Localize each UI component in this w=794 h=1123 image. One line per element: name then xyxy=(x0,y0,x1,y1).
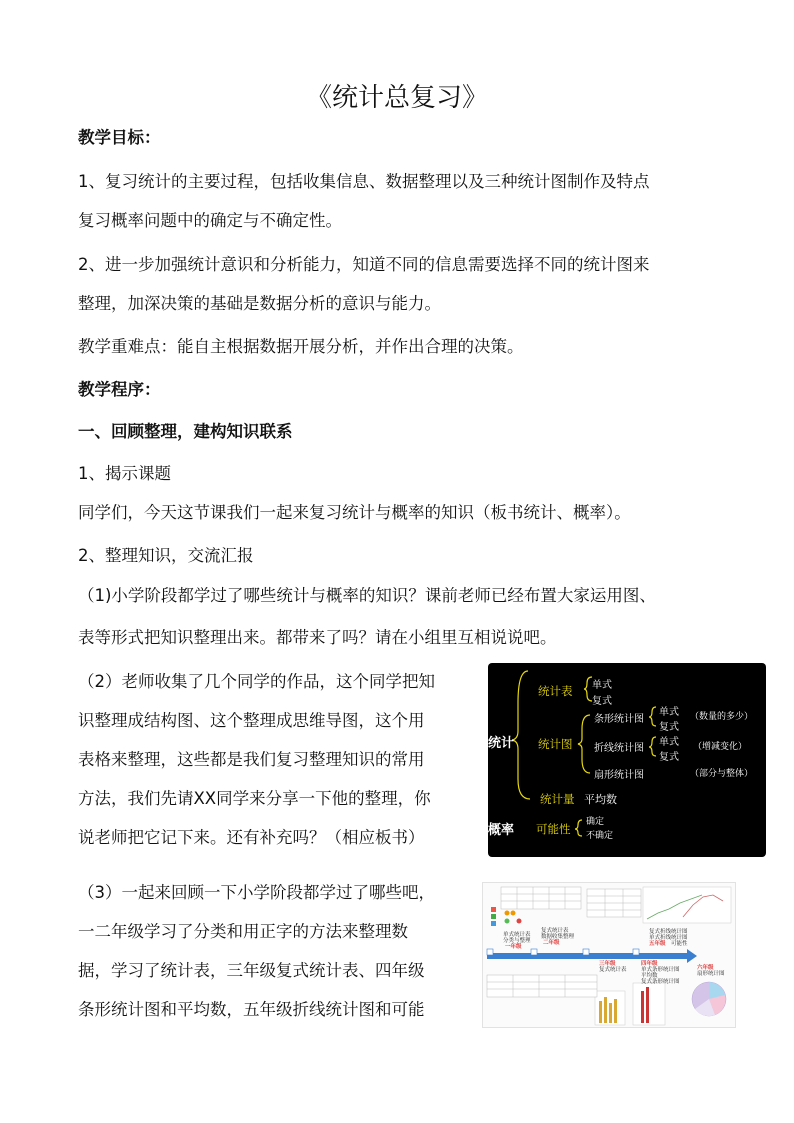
line-single-label: 单式 xyxy=(659,737,679,748)
page-title: 《统计总复习》 xyxy=(305,83,488,113)
section-heading: 一、回顾整理，建构知识联系 xyxy=(78,422,293,441)
step2-heading: 2、整理知识，交流汇报 xyxy=(78,546,254,565)
average-label: 平均数 xyxy=(584,793,617,806)
goal1-line2: 复习概率问题中的确定与不确定性。 xyxy=(78,211,342,230)
table-single-label: 单式 xyxy=(592,680,612,691)
thumb-s2-grade: 二年级 xyxy=(543,940,560,946)
question3-paragraph xyxy=(78,873,478,1029)
question3-line: 条形统计图和平均数，五年级折线统计图和可能 xyxy=(78,1000,425,1019)
quantity-label: 统计量 xyxy=(540,792,575,806)
question2-line: （2）老师收集了几个同学的作品，这个同学把知 xyxy=(78,672,435,691)
line-compound-label: 复式 xyxy=(659,752,679,763)
thumb-s2-a: 复式统计表 xyxy=(541,928,569,934)
thumb-s1-a: 单式统计表 xyxy=(503,932,531,938)
pie-note: （部分与整体） xyxy=(690,769,754,779)
thumb-s5-grade: 五年级 xyxy=(649,941,666,947)
question2-line: 说老师把它记下来。还有补充吗？（相应板书） xyxy=(78,828,425,847)
pie-chart-label: 扇形统计图 xyxy=(594,770,644,781)
step1-heading: 1、揭示课题 xyxy=(78,464,171,483)
thumbnail-graphics xyxy=(483,883,735,1027)
question2-paragraph xyxy=(78,662,478,857)
certain-label: 确定 xyxy=(586,817,605,827)
thumb-s4-grade: 四年级 xyxy=(641,961,658,967)
goals-heading: 教学目标： xyxy=(78,128,161,147)
uncertain-label: 不确定 xyxy=(586,831,614,841)
table-label: 统计表 xyxy=(538,684,573,698)
thumb-s4-b: 平均数 xyxy=(641,973,658,979)
bar-chart-label: 条形统计图 xyxy=(594,714,644,725)
thumb-s4-c: 复式条形统计图 xyxy=(641,979,680,985)
chart-label: 统计图 xyxy=(538,737,573,751)
bar-single-label: 单式 xyxy=(659,707,679,718)
key-points: 教学重难点：能自主根据数据开展分析，并作出合理的决策。 xyxy=(78,337,524,356)
bar-compound-label: 复式 xyxy=(659,722,679,733)
thumb-s5-a: 复式折线统计图 xyxy=(649,929,688,935)
possibility-label: 可能性 xyxy=(536,822,571,836)
root-prob-label: 概率 xyxy=(488,823,515,838)
root-stats-label: 统计 xyxy=(488,736,515,751)
procedure-heading: 教学程序： xyxy=(78,380,161,399)
step1-text: 同学们，今天这节课我们一起来复习统计与概率的知识（板书统计、概率）。 xyxy=(78,503,631,522)
question2-line: 表格来整理，这些都是我们复习整理知识的常用 xyxy=(78,750,425,769)
question1-line2: 表等形式把知识整理出来。都带来了吗？请在小组里互相说说吧。 xyxy=(78,628,557,647)
thumb-s5-b: 单式折线统计图 xyxy=(649,935,688,941)
thumb-s2-b: 数据收集整理 xyxy=(541,934,575,940)
thumb-s1-grade: 一年级 xyxy=(505,944,522,950)
thumb-s3-grade: 三年级 xyxy=(599,961,616,967)
question2-line: 识整理成结构图、这个整理成思维导图，这个用 xyxy=(78,711,425,730)
question3-line: 据，学习了统计表，三年级复式统计表、四年级 xyxy=(78,961,425,980)
mindmap-image xyxy=(488,663,766,857)
question3-line: （3）一起来回顾一下小学阶段都学过了哪些吧， xyxy=(78,883,435,902)
question1-line1: （1)小学阶段都学过了哪些统计与概率的知识？课前老师已经布置大家运用图、 xyxy=(78,586,656,605)
timeline-thumbnail xyxy=(482,882,736,1028)
line-note: （增减变化） xyxy=(693,742,748,752)
thumb-s1-b: 分类与整理 xyxy=(503,938,531,944)
line-chart-label: 折线统计图 xyxy=(594,743,644,754)
thumb-s6-a: 扇形统计图 xyxy=(697,971,725,977)
mindmap-brackets xyxy=(488,663,766,857)
thumb-s4-a: 单式条形统计图 xyxy=(641,967,680,973)
thumb-s6-grade: 六年级 xyxy=(697,965,714,971)
goal2-line2: 整理，加深决策的基础是数据分析的意识与能力。 xyxy=(78,294,441,313)
question2-line: 方法，我们先请XX同学来分享一下他的整理，你 xyxy=(78,789,431,808)
table-compound-label: 复式 xyxy=(592,696,612,707)
goal1-line1: 1、复习统计的主要过程，包括收集信息、数据整理以及三种统计图制作及特点 xyxy=(78,172,650,191)
thumb-s3-a: 复式统计表 xyxy=(599,967,627,973)
question3-line: 一二年级学习了分类和用正字的方法来整理数 xyxy=(78,922,408,941)
bar-note: （数量的多少） xyxy=(690,712,754,722)
thumb-s5-c: 可能性 xyxy=(671,941,688,947)
goal2-line1: 2、进一步加强统计意识和分析能力，知道不同的信息需要选择不同的统计图来 xyxy=(78,255,650,274)
